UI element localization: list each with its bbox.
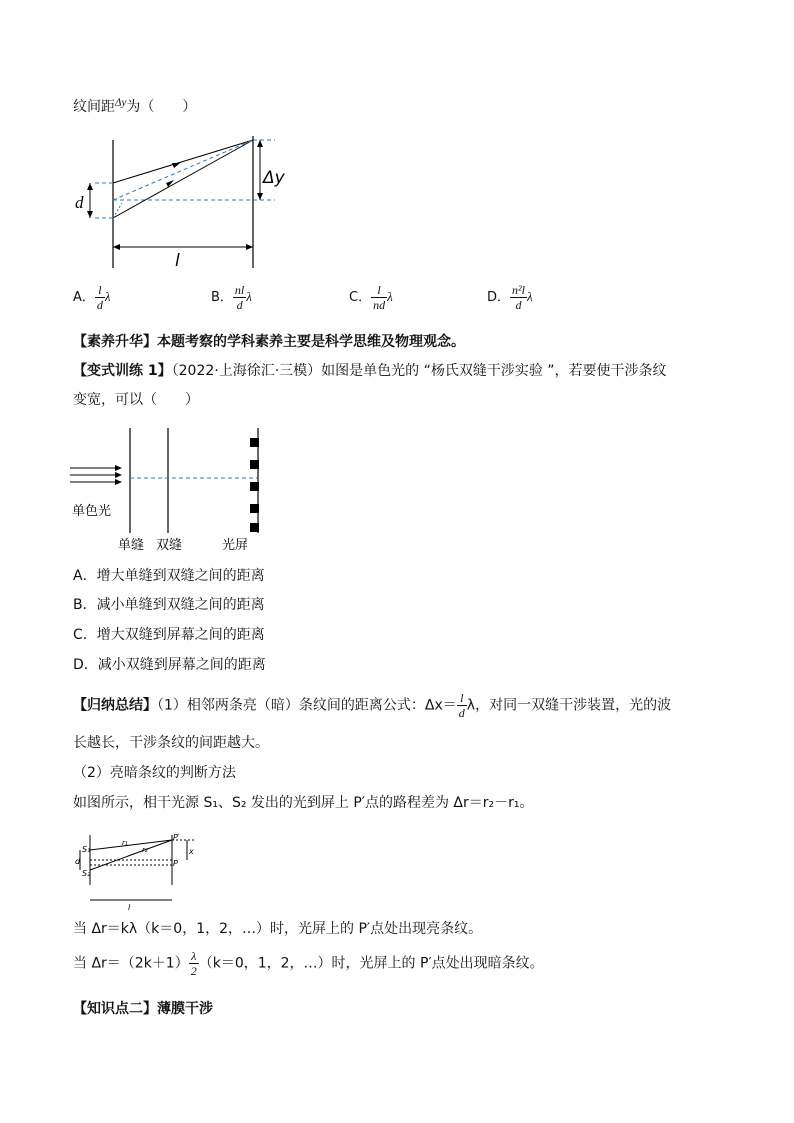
r1-label: r₁ <box>122 839 128 847</box>
literacy-note: 【素养升华】本题考察的学科素养主要是科学思维及物理观念。 <box>73 334 465 350</box>
double-slit-geometry-figure <box>70 128 285 273</box>
p-prime-label: P′ <box>173 833 180 842</box>
q1-option-c[interactable]: C． $\frac{l}{nd}$ λ <box>349 283 393 312</box>
screen-label: 光屏 <box>222 538 249 553</box>
l-small-label: l <box>128 903 131 910</box>
bright-fringe-condition: 当 Δr＝kλ（k＝0，1，2，…）时，光屏上的 P′点处出现亮条纹。 <box>73 921 483 937</box>
variant-option-c[interactable]: C．增大双缝到屏幕之间的距离 <box>73 627 265 643</box>
knowledge-point-two-heading: 【知识点二】薄膜干涉 <box>73 1001 213 1017</box>
x-label: x <box>189 847 194 856</box>
summary-line3: （2）亮暗条纹的判断方法 <box>73 765 236 781</box>
variant-stem-line1: 【变式训练 1】（2022·上海徐汇·三模）如图是单色光的 “杨氏双缝干涉实验 ”，若要使干涉条纹 <box>73 363 667 379</box>
dy-label: Δy <box>263 168 285 188</box>
summary-line2: 长越长，干涉条纹的间距越大。 <box>73 735 269 751</box>
r2-label: r₂ <box>142 846 148 854</box>
light-label: 单色光 <box>72 504 112 519</box>
variant-option-b[interactable]: B．减小单缝到双缝之间的距离 <box>73 597 265 613</box>
s1-label: S₁ <box>82 845 91 854</box>
q1-stem: 纹间距$^{\Delta y}$为（ ） <box>73 96 197 115</box>
variant-option-d[interactable]: D．减小双缝到屏幕之间的距离 <box>73 657 266 673</box>
summary-line4: 如图所示，相干光源 S₁、S₂ 发出的光到屏上 P′点的路程差为 Δr＝r₂－r₁。 <box>73 795 534 811</box>
d-label: d <box>75 193 84 212</box>
q1-option-b[interactable]: B． $\frac{nl}{d}$ λ <box>211 283 252 312</box>
path-difference-figure <box>72 830 202 910</box>
l-label: l <box>175 251 180 271</box>
young-double-slit-figure <box>70 418 270 558</box>
dark-fringe-condition: 当 Δr＝（2k＋1） $\frac{\lambda}{2}$ （k＝0，1，2，…）时，光屏上的 P′点处出现暗条纹。 <box>73 949 544 978</box>
variant-stem-line2: 变宽，可以（ ） <box>73 392 199 408</box>
p-label: P <box>173 859 178 868</box>
s2-label: S₂ <box>82 869 91 878</box>
summary-line1: 【归纳总结】（1）相邻两条亮（暗）条纹间的距离公式：Δx＝ $\frac{l}{d}$ λ，对同一双缝干涉装置，光的波 <box>73 691 672 720</box>
d-small-label: d <box>75 857 81 866</box>
single-slit-label: 单缝 <box>118 538 145 553</box>
q1-option-d[interactable]: D． $\frac{\text{n²l}}{d}$ λ <box>487 283 533 312</box>
variant-option-a[interactable]: A．增大单缝到双缝之间的距离 <box>73 568 265 584</box>
q1-option-a[interactable]: A． $\frac{l}{d}$ λ <box>73 283 111 312</box>
double-slit-label: 双缝 <box>156 538 183 553</box>
